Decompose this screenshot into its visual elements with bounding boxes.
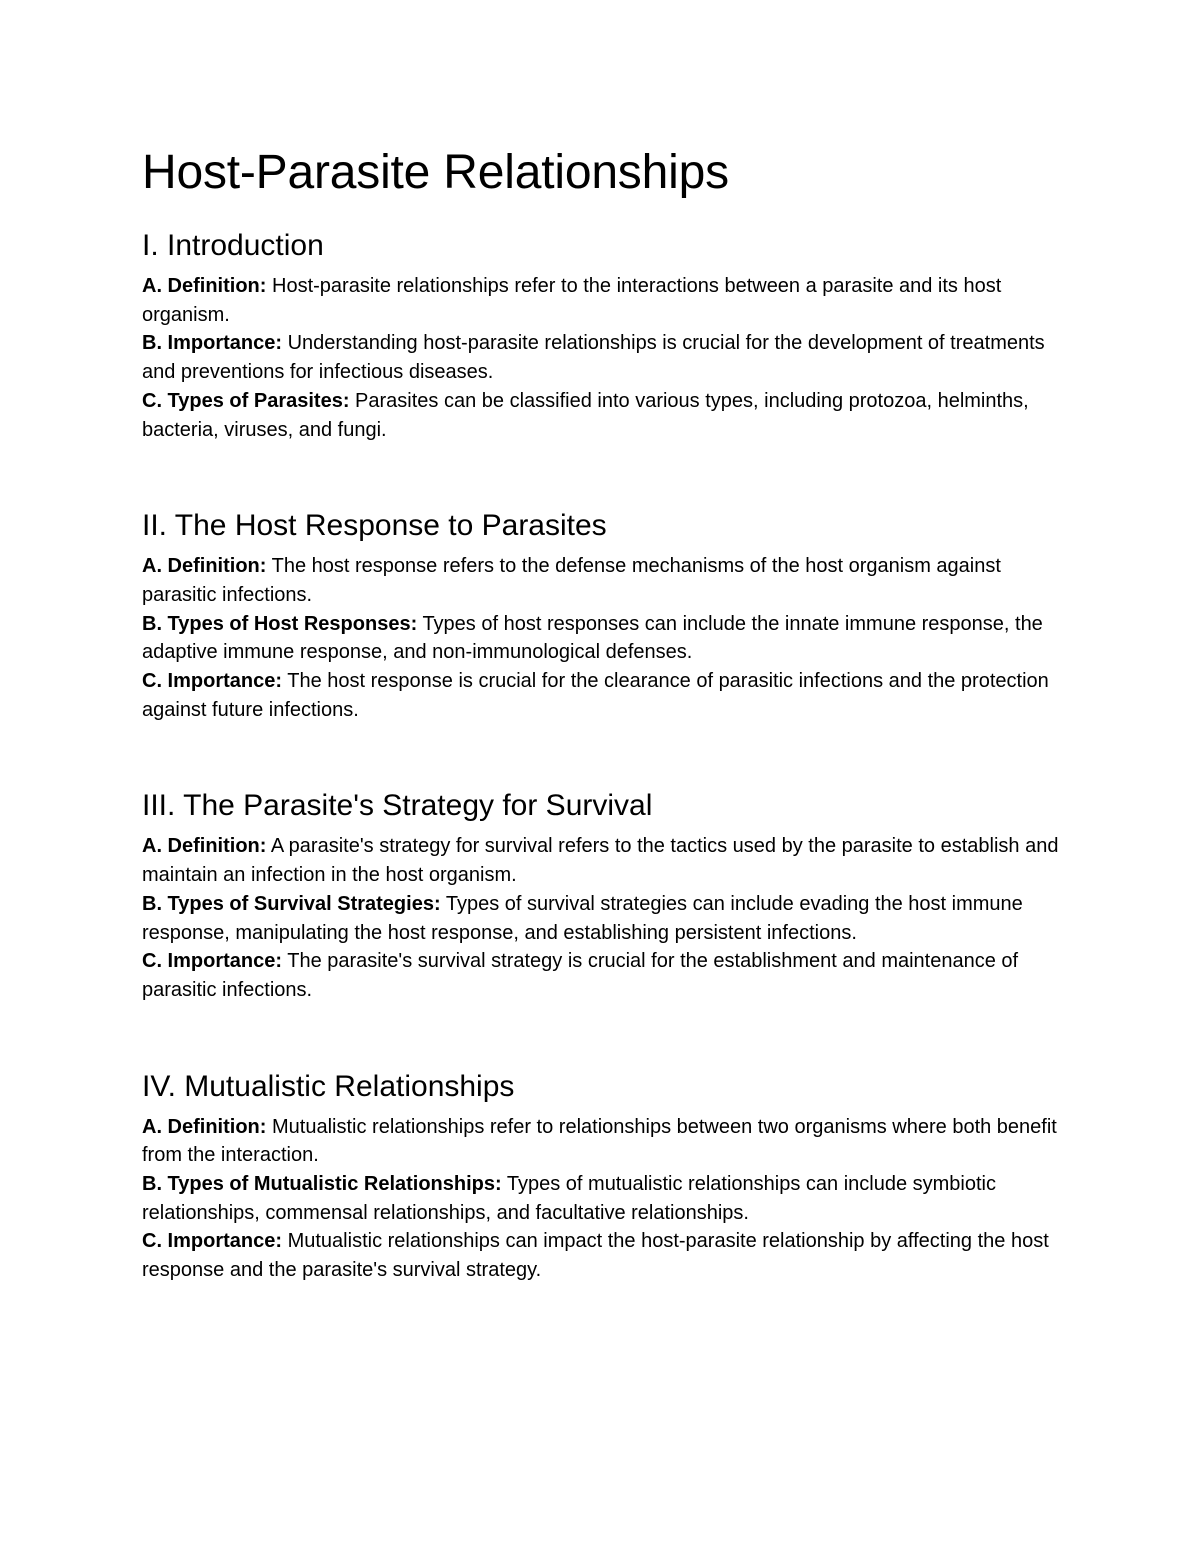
item-text: Host-parasite relationships refer to the interactions between a parasite and its host organism.	[142, 275, 1002, 326]
item-text: Mutualistic relationships can impact the host-parasite relationship by affecting the host response and the parasite's survival strategy.	[142, 1230, 1049, 1282]
section-item	[142, 667, 1072, 724]
item-label: C. Importance:	[142, 1230, 283, 1253]
item-label: A. Definition:	[142, 555, 267, 578]
item-label: B. Types of Mutualistic Relationships:	[142, 1173, 502, 1196]
section-heading: III. The Parasite's Strategy for Survival	[142, 789, 653, 823]
document-page	[142, 140, 1072, 1285]
section-item	[142, 387, 1072, 444]
item-text: Types of host responses can include the innate immune response, the adaptive immune response, and non-immunological defenses.	[142, 612, 1043, 664]
section-item	[142, 272, 1072, 329]
item-text: Types of mutualistic relationships can include symbiotic relationships, commensal relationships, and facultative relationships.	[142, 1173, 996, 1224]
section-item	[142, 1170, 1072, 1227]
item-text: The host response is crucial for the clearance of parasitic infections and the protection against future infections.	[142, 670, 1049, 721]
section-parasite-strategy	[142, 786, 1072, 1004]
item-label: B. Types of Survival Strategies:	[142, 892, 441, 915]
section-item	[142, 552, 1072, 609]
item-text: Mutualistic relationships refer to relationships between two organisms where both benefit from the interaction.	[142, 1115, 1057, 1167]
item-label: B. Importance:	[142, 332, 283, 355]
item-label: A. Definition:	[142, 1115, 267, 1138]
section-heading: I. Introduction	[142, 229, 324, 262]
section-item	[142, 329, 1072, 386]
section-host-response	[142, 506, 1072, 724]
item-text: The host response refers to the defense mechanisms of the host organism against parasitic infections.	[142, 555, 1001, 606]
section-item	[142, 1227, 1072, 1284]
item-label: A. Definition:	[142, 835, 267, 858]
section-mutualistic	[142, 1067, 1072, 1285]
item-label: C. Importance:	[142, 950, 283, 973]
section-heading: IV. Mutualistic Relationships	[142, 1069, 515, 1103]
section-heading: II. The Host Response to Parasites	[142, 509, 607, 543]
item-label: C. Importance:	[142, 670, 283, 693]
item-text: A parasite's strategy for survival refers to the tactics used by the parasite to establish and maintain an infection in the host organism.	[142, 835, 1059, 887]
section-introduction	[142, 226, 1072, 444]
section-item	[142, 610, 1072, 667]
item-label: A. Definition:	[142, 275, 267, 297]
section-item	[142, 890, 1072, 947]
section-item	[142, 1113, 1072, 1170]
section-item	[142, 947, 1072, 1004]
item-label: B. Types of Host Responses:	[142, 612, 418, 635]
item-text: Understanding host-parasite relationships is crucial for the development of treatments and preventions for infectious diseases.	[142, 332, 1045, 384]
item-text: Parasites can be classified into various types, including protozoa, helminths, bacteria, viruses, and fungi.	[142, 389, 1029, 441]
item-text: Types of survival strategies can include evading the host immune response, manipulating the host response, and establishing persistent infections.	[142, 892, 1023, 944]
section-item	[142, 832, 1072, 889]
item-text: The parasite's survival strategy is crucial for the establishment and maintenance of parasitic infections.	[142, 950, 1019, 1001]
item-label: C. Types of Parasites:	[142, 389, 350, 412]
document-title: Host-Parasite Relationships	[142, 146, 729, 199]
